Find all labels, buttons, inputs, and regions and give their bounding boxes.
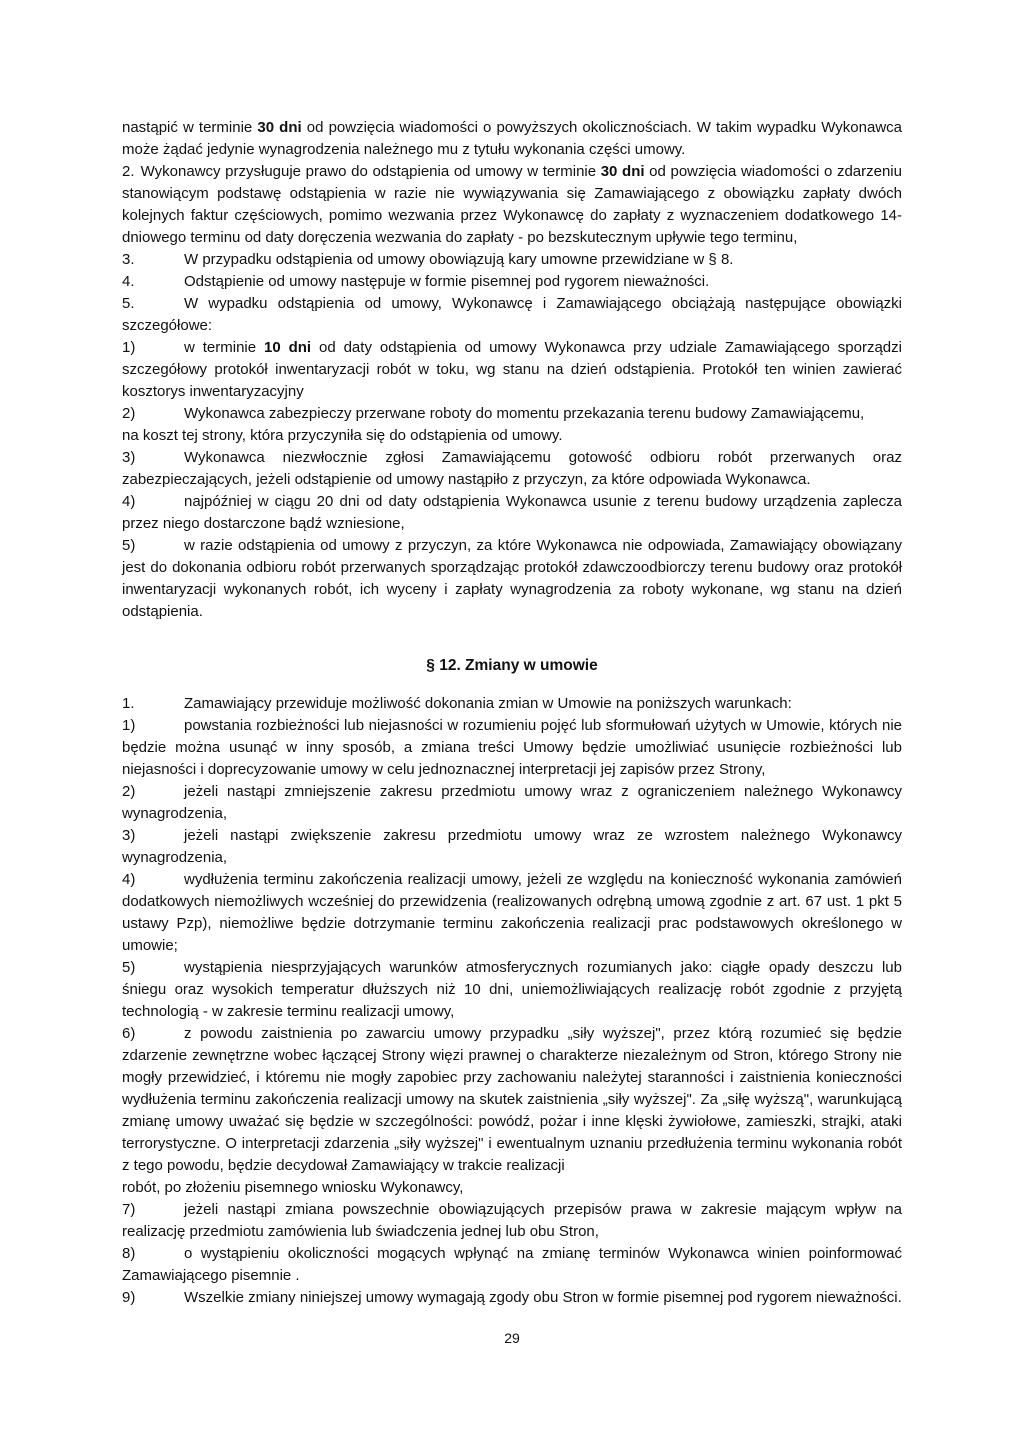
list-item: 7) jeżeli nastąpi zmiana powszechnie obowiązujących przepisów prawa w zakresie mającym wpływ na realizację przedmiotu zamówienia lub świadczenia jednej lub obu Stron,	[122, 1201, 902, 1240]
section-intro: 1. Zamawiający przewiduje możliwość dokonania zmian w Umowie na poniższych warunkach:	[122, 695, 792, 712]
paragraph-5: 5. W wypadku odstąpienia od umowy, Wykonawcę i Zamawiającego obciążają następujące obowiązki szczegółowe:	[122, 295, 902, 334]
list-item: 3) jeżeli nastąpi zwiększenie zakresu przedmiotu umowy wraz ze wzrostem należnego Wykonawcy wynagrodzenia,	[122, 827, 902, 866]
list-item: 5) wystąpienia niesprzyjających warunków atmosferycznych rozumianych jako: ciągłe opady deszczu lub śniegu oraz wysokich temperatur dłuższych niż 10 dni, uniemożliwiających realizację robót zgodnie z przyjętą technologią - w zakresie terminu realizacji umowy,	[122, 959, 902, 1020]
list-item: 6) z powodu zaistnienia po zawarciu umowy przypadku „siły wyższej", przez którą rozumieć się będzie zdarzenie zewnętrzne wobec łączącej Strony więzi prawnej o charakterze niezależnym od Stron, którego Strony nie mogły przewidzieć, i któremu nie mogły zapobiec przy zachowaniu należytej staranności i zaistnienia konieczności wydłużenia terminu zakończenia realizacji umowy na skutek zaistnienia „siły wyższej". Za „siłę wyższą", warunkującą zmianę umowy uważać się będzie w szczególności: powódź, pożar i inne klęski żywiołowe, zamieszki, strajki, ataki terrorystyczne. O interpretacji zdarzenia „siły wyższej" i ewentualnym uznaniu przedłużenia terminu wykonania robót z tego powodu, będzie decydował Zamawiający w trakcie realizacji robót, po złożeniu pisemnego wniosku Wykonawcy,	[122, 1025, 902, 1196]
paragraph-continuation: nastąpić w terminie 30 dni od powzięcia wiadomości o powyższych okolicznościach. W takim wypadku Wykonawca może żądać jedynie wynagrodzenia należnego mu z tytułu wykonania części umowy.	[122, 119, 902, 158]
list-item: 3) Wykonawca niezwłocznie zgłosi Zamawiającemu gotowość odbioru robót przerwanych oraz zabezpieczających, jeżeli odstąpienie od umowy nastąpiło z przyczyn, za które odpowiada Wykonawca.	[122, 449, 902, 488]
list-item: 9) Wszelkie zmiany niniejszej umowy wymagają zgody obu Stron w formie pisemnej pod rygorem nieważności.	[122, 1289, 902, 1306]
page-content	[122, 117, 902, 1309]
paragraph-4: 4. Odstąpienie od umowy następuje w formie pisemnej pod rygorem nieważności.	[122, 273, 710, 290]
list-item: 2) Wykonawca zabezpieczy przerwane roboty do momentu przekazania terenu budowy Zamawiającemu, na koszt tej strony, która przyczyniła się do odstąpienia od umowy.	[122, 405, 865, 444]
page-number: 29	[504, 1330, 520, 1346]
list-item: 2) jeżeli nastąpi zmniejszenie zakresu przedmiotu umowy wraz z ograniczeniem należnego Wykonawcy wynagrodzenia,	[122, 783, 902, 822]
list-item: 4) wydłużenia terminu zakończenia realizacji umowy, jeżeli ze względu na konieczność wykonania zamówień dodatkowych niemożliwych wcześniej do przewidzenia (realizowanych odrębną umową zgodnie z art. 67 ust. 1 pkt 5 ustawy Pzp), niemożliwe będzie dotrzymanie terminu zakończenia realizacji prac podstawowych określonego w umowie;	[122, 871, 902, 954]
section-heading: § 12. Zmiany w umowie	[426, 657, 598, 674]
list-item: 1) w terminie 10 dni od daty odstąpienia od umowy Wykonawca przy udziale Zamawiającego sporządzi szczegółowy protokół inwentaryzacji robót w toku, wg stanu na dzień odstąpienia. Protokół ten winien zawierać kosztorys inwentaryzacyjny	[122, 339, 902, 400]
list-item: 1) powstania rozbieżności lub niejasności w rozumieniu pojęć lub sformułowań użytych w Umowie, których nie będzie można usunąć w inny sposób, a zmiana treści Umowy będzie umożliwiać usunięcie rozbieżności lub niejasności i doprecyzowanie umowy w celu jednoznacznej interpretacji jej zapisów przez Strony,	[122, 717, 902, 778]
paragraph-2: 2. Wykonawcy przysługuje prawo do odstąpienia od umowy w terminie 30 dni od powzięcia wiadomości o zdarzeniu stanowiącym podstawę odstąpienia w razie nie wywiązywania się Zamawiającego z obowiązku zapłaty dwóch kolejnych faktur częściowych, pomimo wezwania przez Wykonawcę do zapłaty z wyznaczeniem dodatkowego 14- dniowego terminu od daty doręczenia wezwania do zapłaty - po bezskutecznym upływie tego terminu,	[122, 163, 902, 246]
list-item: 8) o wystąpieniu okoliczności mogących wpłynąć na zmianę terminów Wykonawca winien poinformować Zamawiającego pisemnie .	[122, 1245, 902, 1284]
list-item: 4) najpóźniej w ciągu 20 dni od daty odstąpienia Wykonawca usunie z terenu budowy urządzenia zaplecza przez niego dostarczone bądź wzniesione,	[122, 493, 902, 532]
list-item: 5) w razie odstąpienia od umowy z przyczyn, za które Wykonawca nie odpowiada, Zamawiający obowiązany jest do dokonania odbioru robót przerwanych sporządzając protokół zdawczoodbiorczy terenu budowy oraz protokół inwentaryzacji wykonanych robót, ich wyceny i zapłaty wynagrodzenia za roboty wykonane, wg stanu na dzień odstąpienia.	[122, 537, 902, 620]
paragraph-3: 3. W przypadku odstąpienia od umowy obowiązują kary umowne przewidziane w § 8.	[122, 251, 734, 268]
